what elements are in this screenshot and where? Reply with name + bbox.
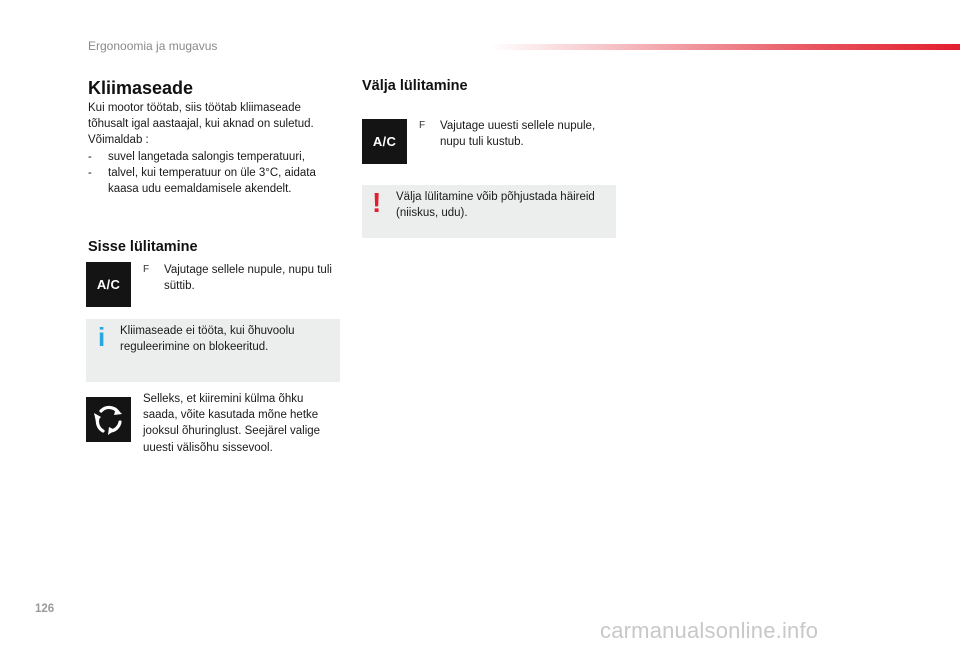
switch-off-step (419, 118, 609, 150)
switch-on-step-text: Vajutage sellele nupule, nupu tuli süttib. (164, 264, 332, 293)
air-recirculation-icon (86, 397, 131, 442)
page-title: Kliimaseade (88, 78, 194, 98)
header-accent-bar (490, 44, 960, 50)
ac-button-icon: A/C (86, 262, 131, 307)
info-icon: i (98, 322, 106, 352)
switch-on-step (143, 262, 338, 294)
warning-icon: ! (372, 187, 382, 218)
step-arrow-icon: F (419, 120, 426, 131)
list-item-winter: - talvel, kui temperatuur on üle 3°C, aidata kaasa udu eemaldamisele akendelt. (88, 166, 316, 196)
warning-note-text: Välja lülitamine võib põhjustada häireid (niiskus, udu). (396, 191, 595, 220)
switch-off-title: Välja lülitamine (362, 78, 468, 94)
intro-text (88, 100, 338, 197)
recirculation-text: Selleks, et kiiremini külma õhku saada, võite kasutada mõne hetke jooksul õhuringlust. Seejärel valige uuesti välisõhu sissevool. (143, 393, 321, 454)
intro-line-1: Kui mootor töötab, siis töötab kliimaseade (88, 102, 301, 114)
list-item-summer: - suvel langetada salongis temperatuuri, (88, 150, 305, 163)
switch-on-title: Sisse lülitamine (88, 239, 198, 255)
ac-button-icon-off: A/C (362, 119, 407, 164)
watermark: carmanualsonline.info (600, 618, 819, 643)
page-number: 126 (35, 603, 55, 615)
info-note-box (86, 319, 340, 382)
warning-note-box (362, 185, 616, 238)
intro-line-3: Võimaldab : (88, 134, 149, 147)
info-note-text: Kliimaseade ei tööta, kui õhuvoolu reguleerimine on blokeeritud. (120, 325, 295, 354)
switch-off-step-text: Vajutage uuesti sellele nupule, nupu tuli kustub. (440, 120, 596, 149)
step-arrow-icon: F (143, 264, 150, 275)
section-header: Ergonoomia ja mugavus (88, 39, 218, 53)
intro-line-2: tõhusalt igal aastaajal, kui aknad on suletud. (88, 118, 314, 131)
